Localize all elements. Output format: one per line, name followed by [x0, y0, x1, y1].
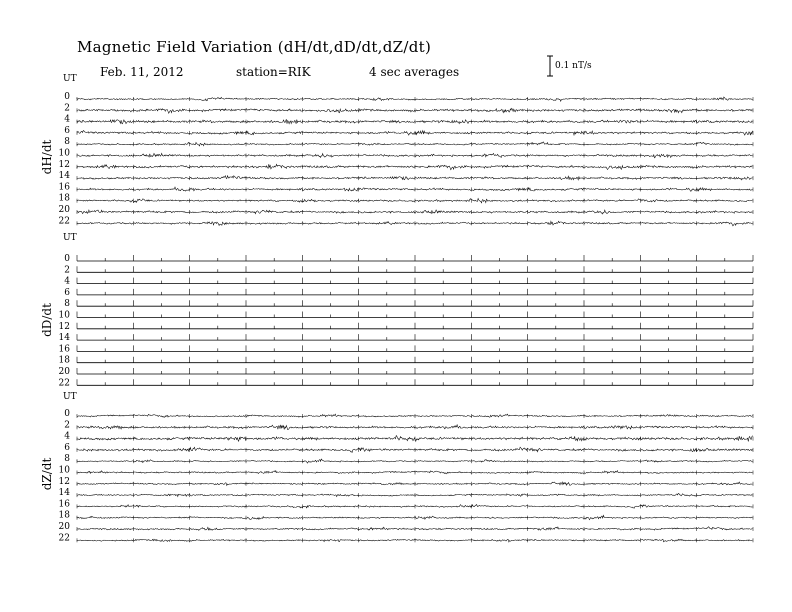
row-label: 6 — [64, 442, 70, 453]
row-label: 20 — [58, 205, 70, 215]
row-label: 22 — [58, 216, 70, 227]
ut-axis-label: UT — [63, 392, 77, 402]
row-label: 4 — [64, 276, 70, 287]
panel-ylabel: dZ/dt — [40, 457, 54, 491]
date-label: Feb. 11, 2012 — [100, 65, 184, 79]
row-label: 18 — [58, 355, 70, 366]
row-hour-ticks — [77, 210, 753, 214]
row-hour-ticks — [77, 165, 753, 169]
row-label: 10 — [58, 148, 70, 159]
row-label: 4 — [64, 431, 70, 442]
averages-label: 4 sec averages — [369, 65, 460, 79]
row-label: 14 — [58, 488, 70, 499]
row-label: 2 — [64, 103, 70, 114]
row-label: 12 — [58, 159, 70, 170]
row-hour-ticks — [77, 357, 753, 363]
ut-axis-label: UT — [63, 233, 77, 243]
row-label: 2 — [64, 420, 70, 431]
row-label: 12 — [58, 476, 70, 487]
row-hour-ticks — [77, 266, 753, 272]
row-label: 10 — [58, 310, 70, 321]
row-label: 12 — [58, 321, 70, 332]
station-label: station=RIK — [236, 65, 311, 79]
row-label: 18 — [58, 193, 70, 204]
row-hour-ticks — [77, 278, 753, 284]
row-label: 20 — [58, 367, 70, 377]
row-label: 22 — [58, 533, 70, 544]
row-label: 2 — [64, 265, 70, 276]
row-label: 10 — [58, 465, 70, 476]
row-label: 6 — [64, 287, 70, 298]
row-label: 0 — [64, 409, 70, 419]
row-hour-ticks — [77, 120, 753, 124]
row-hour-ticks — [77, 323, 753, 329]
row-hour-ticks — [77, 300, 753, 306]
row-label: 22 — [58, 378, 70, 389]
row-hour-ticks — [77, 334, 753, 340]
row-label: 16 — [58, 344, 70, 355]
row-label: 0 — [64, 254, 70, 264]
row-hour-ticks — [77, 289, 753, 295]
row-label: 8 — [64, 137, 70, 148]
row-label: 20 — [58, 522, 70, 532]
row-hour-ticks — [77, 312, 753, 318]
row-label: 16 — [58, 499, 70, 510]
row-hour-ticks — [77, 368, 753, 374]
row-hour-ticks — [77, 379, 753, 385]
row-label: 14 — [58, 171, 70, 182]
chart-title: Magnetic Field Variation (dH/dt,dD/dt,dZ/dt) — [77, 38, 432, 56]
row-label: 8 — [64, 454, 70, 465]
row-hour-ticks — [77, 345, 753, 351]
row-hour-ticks — [77, 255, 753, 261]
row-label: 0 — [64, 92, 70, 102]
panel-ylabel: dH/dt — [40, 139, 54, 175]
row-label: 6 — [64, 125, 70, 136]
row-label: 4 — [64, 114, 70, 125]
ut-axis-label: UT — [63, 74, 77, 84]
row-label: 18 — [58, 510, 70, 521]
panel-ylabel: dD/dt — [40, 303, 54, 337]
scale-bar-label: 0.1 nT/s — [555, 61, 592, 71]
row-label: 16 — [58, 182, 70, 193]
row-label: 14 — [58, 333, 70, 344]
row-label: 8 — [64, 299, 70, 310]
